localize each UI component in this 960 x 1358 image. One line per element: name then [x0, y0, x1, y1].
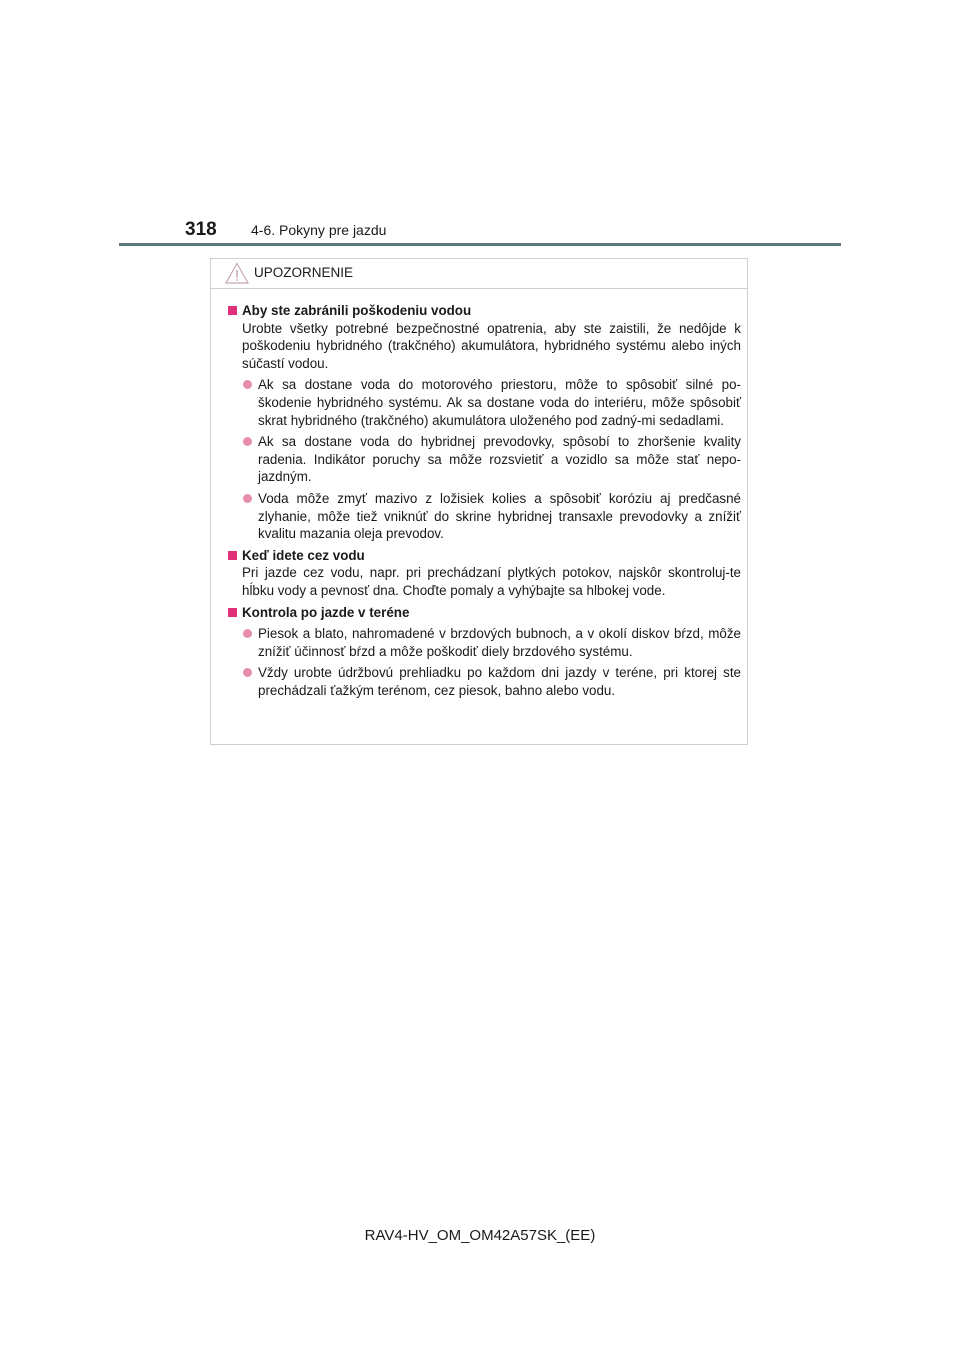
list-item [228, 490, 741, 543]
warning-triangle-icon [225, 262, 249, 284]
section-heading [228, 302, 741, 320]
round-bullet-icon [243, 494, 252, 503]
square-bullet-icon [228, 551, 237, 560]
list-item-text: Ak sa dostane voda do hybridnej prevodovky, spôsobí to zhoršenie kvality radenia. Indikátor poruchy sa môže rozsvietiť a vozidlo sa môže stať nepo-jazdným. [258, 434, 741, 485]
square-bullet-icon [228, 306, 237, 315]
warning-label: UPOZORNENIE [254, 265, 354, 280]
list-item-text: Ak sa dostane voda do motorového priestoru, môže to spôsobiť silné po-škodenie hybridného systému. Ak sa dostane voda do interiéru, môže spôsobiť skrat hybridného (trakčného) akumulátora uloženého pod zadný-mi sedadlami. [258, 377, 741, 428]
round-bullet-icon [243, 380, 252, 389]
section-heading [228, 547, 741, 565]
list-item [228, 376, 741, 429]
header-divider [119, 243, 841, 246]
section-heading [228, 604, 741, 622]
round-bullet-icon [243, 437, 252, 446]
square-bullet-icon [228, 608, 237, 617]
warning-header [211, 259, 747, 289]
list-item [228, 625, 741, 660]
round-bullet-icon [243, 629, 252, 638]
page-number: 318 [185, 219, 217, 240]
section-heading-text: Kontrola po jazde v teréne [242, 604, 410, 620]
warning-box [210, 258, 748, 745]
document-code: RAV4-HV_OM_OM42A57SK_(EE) [364, 1227, 596, 1244]
warning-section [228, 604, 741, 700]
list-item-text: Voda môže zmyť mazivo z ložisiek kolies a spôsobiť koróziu aj predčasné zlyhanie, môže tiež vniknúť do skrine hybridnej transaxle prevodovky a znížiť kvalitu mazania oleja prevodov. [258, 490, 741, 542]
warning-section [228, 302, 741, 543]
section-title: 4-6. Pokyny pre jazdu [251, 222, 387, 238]
list-item [228, 433, 741, 486]
list-item [228, 664, 741, 699]
list-item-text: Piesok a blato, nahromadené v brzdových bubnoch, a v okolí diskov bŕzd, môže znížiť účinnosť bŕzd a môže poškodiť diely brzdového systému. [258, 626, 741, 659]
section-heading-text: Aby ste zabránili poškodeniu vodou [242, 303, 472, 318]
section-text: Pri jazde cez vodu, napr. pri prechádzaní plytkých potokov, najskôr skontroluj-te hĺbku vody a pevnosť dna. Choďte pomaly a vyhýbajte sa hlbokej vode. [242, 565, 741, 598]
list-item-text: Vždy urobte údržbovú prehliadku po každom dni jazdy v teréne, pri ktorej ste prechádzali ťažkým terénom, cez piesok, bahno alebo vodu. [258, 665, 741, 698]
section-heading-text: Keď idete cez vodu [242, 547, 365, 563]
section-text: Urobte všetky potrebné bezpečnostné opatrenia, aby ste zaistili, že nedôjde k poškodeniu hybridného (trakčného) akumulátora, hybridného systému alebo iných súčastí vodou. [242, 320, 741, 371]
warning-content [211, 289, 747, 699]
warning-section [228, 547, 741, 600]
round-bullet-icon [243, 668, 252, 677]
